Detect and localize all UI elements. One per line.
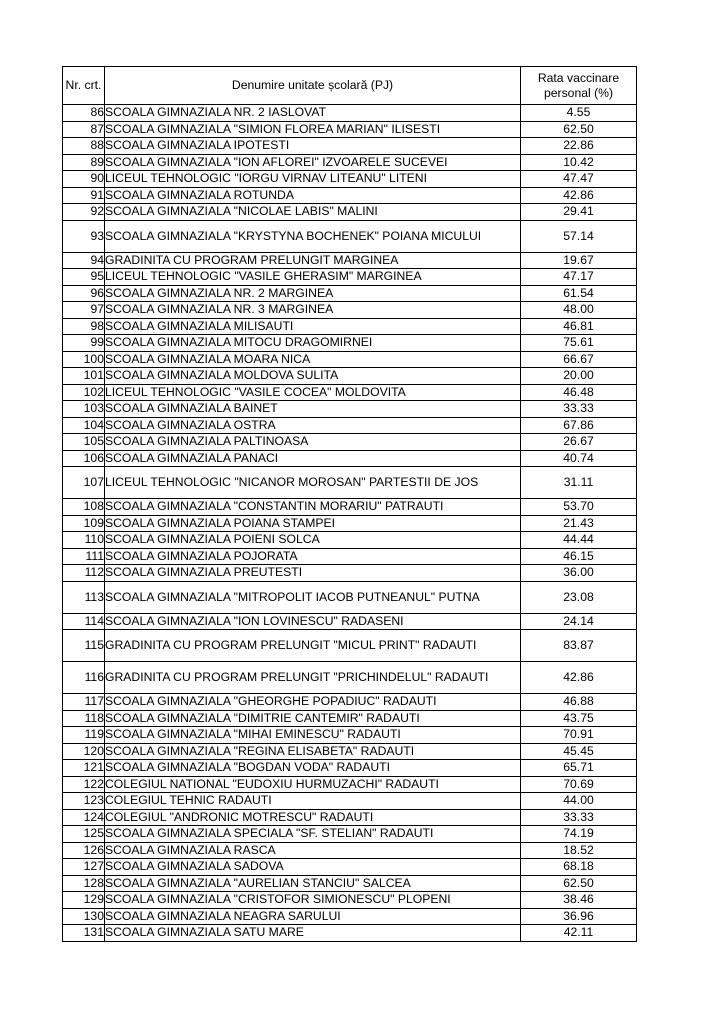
vaccination-rate: 68.18 <box>521 859 637 876</box>
table-row <box>63 499 637 516</box>
table-row <box>63 859 637 876</box>
vaccination-rate: 19.67 <box>521 252 637 269</box>
row-number: 87 <box>63 121 105 138</box>
school-name: SCOALA GIMNAZIALA OSTRA <box>105 417 521 434</box>
table-row <box>63 171 637 188</box>
row-number: 105 <box>63 434 105 451</box>
school-name: SCOALA GIMNAZIALA SATU MARE <box>105 925 521 942</box>
table-row <box>63 204 637 221</box>
school-name: SCOALA GIMNAZIALA IPOTESTI <box>105 138 521 155</box>
school-name: COLEGIUL "ANDRONIC MOTRESCU" RADAUTI <box>105 809 521 826</box>
school-name: GRADINITA CU PROGRAM PRELUNGIT "PRICHINDELUL" RADAUTI <box>105 662 521 694</box>
row-number: 107 <box>63 467 105 499</box>
school-name: SCOALA GIMNAZIALA SADOVA <box>105 859 521 876</box>
vaccination-rate: 10.42 <box>521 154 637 171</box>
vaccination-rate: 62.50 <box>521 121 637 138</box>
row-number: 124 <box>63 809 105 826</box>
table-row <box>63 384 637 401</box>
table-row <box>63 285 637 302</box>
row-number: 106 <box>63 450 105 467</box>
row-number: 128 <box>63 875 105 892</box>
table-row <box>63 302 637 319</box>
school-name: SCOALA GIMNAZIALA "CONSTANTIN MORARIU" PATRAUTI <box>105 499 521 516</box>
table-row <box>63 743 637 760</box>
vaccination-rate: 29.41 <box>521 204 637 221</box>
table-row <box>63 892 637 909</box>
school-name: SCOALA GIMNAZIALA "NICOLAE LABIS" MALINI <box>105 204 521 221</box>
school-name: GRADINITA CU PROGRAM PRELUNGIT MARGINEA <box>105 252 521 269</box>
row-number: 122 <box>63 776 105 793</box>
vaccination-rate: 18.52 <box>521 842 637 859</box>
school-name: SCOALA GIMNAZIALA RASCA <box>105 842 521 859</box>
row-number: 86 <box>63 105 105 122</box>
table-row <box>63 335 637 352</box>
vaccination-rate: 42.86 <box>521 662 637 694</box>
table-row <box>63 826 637 843</box>
table-body <box>63 105 637 942</box>
vaccination-rate: 48.00 <box>521 302 637 319</box>
row-number: 117 <box>63 694 105 711</box>
table-row <box>63 925 637 942</box>
vaccination-rate: 44.44 <box>521 532 637 549</box>
vaccination-rate: 24.14 <box>521 613 637 630</box>
table-row <box>63 908 637 925</box>
school-name: SCOALA GIMNAZIALA PANACI <box>105 450 521 467</box>
school-name: SCOALA GIMNAZIALA "MITROPOLIT IACOB PUTNEANUL" PUTNA <box>105 581 521 613</box>
table-row <box>63 662 637 694</box>
row-number: 108 <box>63 499 105 516</box>
table-row <box>63 434 637 451</box>
table-row <box>63 875 637 892</box>
row-number: 129 <box>63 892 105 909</box>
school-name: SCOALA GIMNAZIALA MITOCU DRAGOMIRNEI <box>105 335 521 352</box>
school-name: SCOALA GIMNAZIALA POIANA STAMPEI <box>105 515 521 532</box>
table-row <box>63 450 637 467</box>
row-number: 114 <box>63 613 105 630</box>
row-number: 116 <box>63 662 105 694</box>
table-row <box>63 565 637 582</box>
table-row <box>63 776 637 793</box>
table-row <box>63 187 637 204</box>
vaccination-rate: 20.00 <box>521 368 637 385</box>
row-number: 112 <box>63 565 105 582</box>
school-name: SCOALA GIMNAZIALA "MIHAI EMINESCU" RADAUTI <box>105 727 521 744</box>
row-number: 115 <box>63 630 105 662</box>
vaccination-rate: 36.96 <box>521 908 637 925</box>
table-row <box>63 630 637 662</box>
table-row <box>63 154 637 171</box>
vaccination-rate: 33.33 <box>521 401 637 418</box>
row-number: 120 <box>63 743 105 760</box>
header-name: Denumire unitate școlară (PJ) <box>105 67 521 105</box>
row-number: 109 <box>63 515 105 532</box>
table-row <box>63 105 637 122</box>
school-name: SCOALA GIMNAZIALA NR. 3 MARGINEA <box>105 302 521 319</box>
vaccination-rate: 70.69 <box>521 776 637 793</box>
row-number: 90 <box>63 171 105 188</box>
table-row <box>63 809 637 826</box>
table-row <box>63 727 637 744</box>
table-row <box>63 532 637 549</box>
row-number: 99 <box>63 335 105 352</box>
school-name: LICEUL TEHNOLOGIC "NICANOR MOROSAN" PARTESTII DE JOS <box>105 467 521 499</box>
school-name: SCOALA GIMNAZIALA "AURELIAN STANCIU" SALCEA <box>105 875 521 892</box>
school-name: SCOALA GIMNAZIALA MILISAUTI <box>105 318 521 335</box>
row-number: 121 <box>63 760 105 777</box>
row-number: 130 <box>63 908 105 925</box>
row-number: 93 <box>63 220 105 252</box>
table-row <box>63 760 637 777</box>
vaccination-rate: 47.47 <box>521 171 637 188</box>
school-name: SCOALA GIMNAZIALA ROTUNDA <box>105 187 521 204</box>
row-number: 127 <box>63 859 105 876</box>
vaccination-rate: 65.71 <box>521 760 637 777</box>
vaccination-rate: 42.86 <box>521 187 637 204</box>
school-name: SCOALA GIMNAZIALA "BOGDAN VODA" RADAUTI <box>105 760 521 777</box>
vaccination-rate: 40.74 <box>521 450 637 467</box>
school-name: SCOALA GIMNAZIALA "GHEORGHE POPADIUC" RADAUTI <box>105 694 521 711</box>
table-row <box>63 710 637 727</box>
row-number: 123 <box>63 793 105 810</box>
school-name: SCOALA GIMNAZIALA SPECIALA "SF. STELIAN" RADAUTI <box>105 826 521 843</box>
table-row <box>63 351 637 368</box>
table-header <box>63 67 637 105</box>
school-name: SCOALA GIMNAZIALA PREUTESTI <box>105 565 521 582</box>
row-number: 92 <box>63 204 105 221</box>
school-name: SCOALA GIMNAZIALA MOLDOVA SULITA <box>105 368 521 385</box>
school-name: LICEUL TEHNOLOGIC "VASILE GHERASIM" MARGINEA <box>105 269 521 286</box>
vaccination-rate: 67.86 <box>521 417 637 434</box>
table-row <box>63 368 637 385</box>
table-row <box>63 121 637 138</box>
school-name: SCOALA GIMNAZIALA NR. 2 IASLOVAT <box>105 105 521 122</box>
school-name: SCOALA GIMNAZIALA BAINET <box>105 401 521 418</box>
school-name: COLEGIUL TEHNIC RADAUTI <box>105 793 521 810</box>
school-name: LICEUL TEHNOLOGIC "IORGU VIRNAV LITEANU" LITENI <box>105 171 521 188</box>
vaccination-rate: 57.14 <box>521 220 637 252</box>
vaccination-rate: 74.19 <box>521 826 637 843</box>
table-row <box>63 401 637 418</box>
row-number: 101 <box>63 368 105 385</box>
table-row <box>63 417 637 434</box>
table-row <box>63 515 637 532</box>
vaccination-rate: 46.81 <box>521 318 637 335</box>
vaccination-rate: 53.70 <box>521 499 637 516</box>
row-number: 98 <box>63 318 105 335</box>
vaccination-rate: 66.67 <box>521 351 637 368</box>
vaccination-rate: 36.00 <box>521 565 637 582</box>
row-number: 131 <box>63 925 105 942</box>
vaccination-rate: 31.11 <box>521 467 637 499</box>
school-name: SCOALA GIMNAZIALA "DIMITRIE CANTEMIR" RADAUTI <box>105 710 521 727</box>
school-name: SCOALA GIMNAZIALA NEAGRA SARULUI <box>105 908 521 925</box>
vaccination-rate: 46.15 <box>521 548 637 565</box>
school-name: SCOALA GIMNAZIALA "ION LOVINESCU" RADASENI <box>105 613 521 630</box>
table-row <box>63 318 637 335</box>
table-row <box>63 613 637 630</box>
row-number: 88 <box>63 138 105 155</box>
school-name: SCOALA GIMNAZIALA "KRYSTYNA BOCHENEK" POIANA MICULUI <box>105 220 521 252</box>
school-name: SCOALA GIMNAZIALA NR. 2 MARGINEA <box>105 285 521 302</box>
header-rate: Rata vaccinare personal (%) <box>521 67 637 105</box>
vaccination-rate: 43.75 <box>521 710 637 727</box>
vaccination-rate: 21.43 <box>521 515 637 532</box>
vaccination-rate: 38.46 <box>521 892 637 909</box>
table-row <box>63 467 637 499</box>
row-number: 100 <box>63 351 105 368</box>
row-number: 119 <box>63 727 105 744</box>
row-number: 104 <box>63 417 105 434</box>
school-name: SCOALA GIMNAZIALA "REGINA ELISABETA" RADAUTI <box>105 743 521 760</box>
table-row <box>63 220 637 252</box>
table-row <box>63 581 637 613</box>
row-number: 111 <box>63 548 105 565</box>
table-row <box>63 269 637 286</box>
vaccination-rate: 44.00 <box>521 793 637 810</box>
table-row <box>63 138 637 155</box>
vaccination-rate: 75.61 <box>521 335 637 352</box>
vaccination-rate: 26.67 <box>521 434 637 451</box>
vaccination-rate: 46.48 <box>521 384 637 401</box>
school-name: SCOALA GIMNAZIALA POJORATA <box>105 548 521 565</box>
vaccination-rate: 62.50 <box>521 875 637 892</box>
row-number: 126 <box>63 842 105 859</box>
vaccination-rate: 23.08 <box>521 581 637 613</box>
row-number: 97 <box>63 302 105 319</box>
vaccination-rate: 45.45 <box>521 743 637 760</box>
table-row <box>63 793 637 810</box>
row-number: 91 <box>63 187 105 204</box>
row-number: 102 <box>63 384 105 401</box>
school-name: COLEGIUL NATIONAL "EUDOXIU HURMUZACHI" RADAUTI <box>105 776 521 793</box>
school-name: GRADINITA CU PROGRAM PRELUNGIT "MICUL PRINT" RADAUTI <box>105 630 521 662</box>
vaccination-rate: 70.91 <box>521 727 637 744</box>
row-number: 95 <box>63 269 105 286</box>
table-row <box>63 548 637 565</box>
header-nr: Nr. crt. <box>63 67 105 105</box>
vaccination-rate: 33.33 <box>521 809 637 826</box>
vaccination-rate-table <box>62 66 637 942</box>
vaccination-rate: 47.17 <box>521 269 637 286</box>
vaccination-rate: 61.54 <box>521 285 637 302</box>
school-name: SCOALA GIMNAZIALA "SIMION FLOREA MARIAN" ILISESTI <box>105 121 521 138</box>
school-name: SCOALA GIMNAZIALA POIENI SOLCA <box>105 532 521 549</box>
table-row <box>63 252 637 269</box>
school-name: SCOALA GIMNAZIALA MOARA NICA <box>105 351 521 368</box>
row-number: 110 <box>63 532 105 549</box>
row-number: 125 <box>63 826 105 843</box>
school-name: SCOALA GIMNAZIALA PALTINOASA <box>105 434 521 451</box>
vaccination-rate: 46.88 <box>521 694 637 711</box>
row-number: 103 <box>63 401 105 418</box>
table-row <box>63 842 637 859</box>
row-number: 118 <box>63 710 105 727</box>
row-number: 113 <box>63 581 105 613</box>
row-number: 94 <box>63 252 105 269</box>
row-number: 89 <box>63 154 105 171</box>
school-name: SCOALA GIMNAZIALA "ION AFLOREI" IZVOARELE SUCEVEI <box>105 154 521 171</box>
vaccination-rate: 4.55 <box>521 105 637 122</box>
vaccination-rate: 83.87 <box>521 630 637 662</box>
table-row <box>63 694 637 711</box>
school-name: LICEUL TEHNOLOGIC "VASILE COCEA" MOLDOVITA <box>105 384 521 401</box>
row-number: 96 <box>63 285 105 302</box>
vaccination-rate: 22.86 <box>521 138 637 155</box>
vaccination-rate: 42.11 <box>521 925 637 942</box>
school-name: SCOALA GIMNAZIALA "CRISTOFOR SIMIONESCU" PLOPENI <box>105 892 521 909</box>
